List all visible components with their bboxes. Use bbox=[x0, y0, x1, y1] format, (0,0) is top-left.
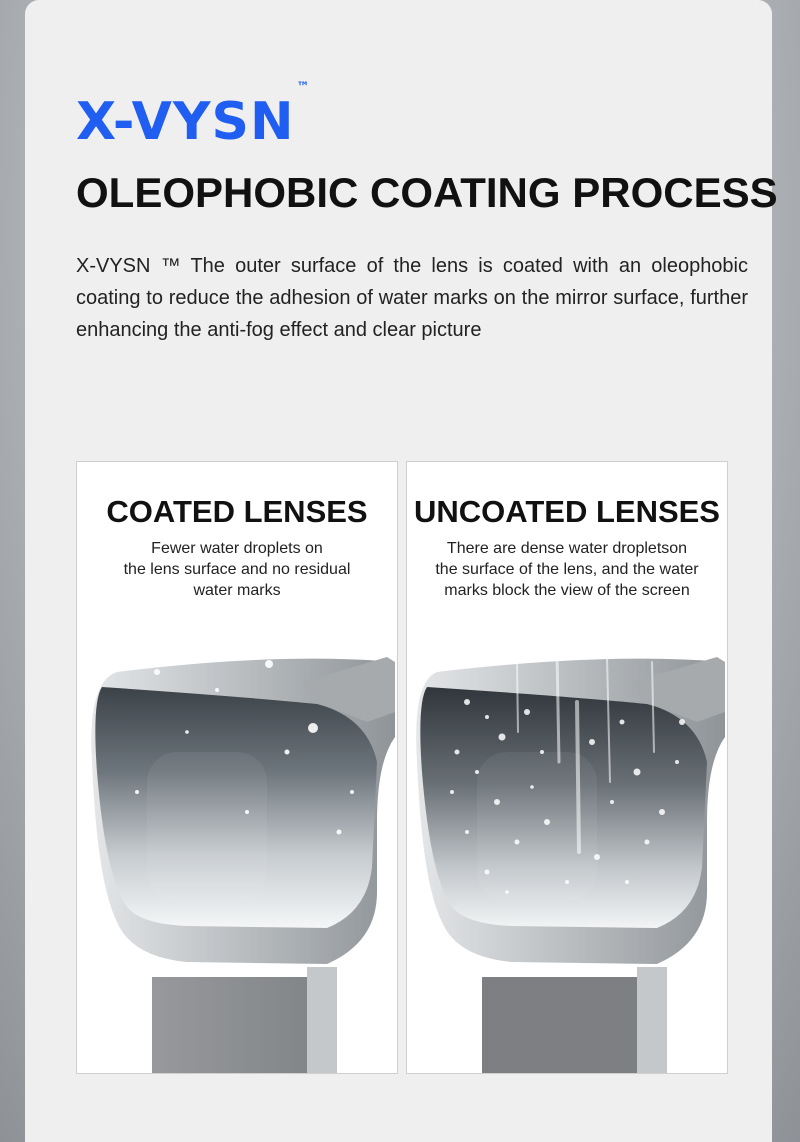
uncoated-goggle-lens-image bbox=[407, 642, 727, 1073]
coated-desc-line: water marks bbox=[193, 582, 281, 599]
coated-desc-line: the lens surface and no residual bbox=[123, 561, 351, 578]
uncoated-panel-title: UNCOATED LENSES bbox=[413, 494, 720, 529]
coated-desc-line: Fewer water droplets on bbox=[151, 540, 323, 557]
coated-panel-description bbox=[97, 538, 377, 601]
brand-name: X-VYSN bbox=[76, 92, 295, 152]
uncoated-panel-description bbox=[427, 538, 707, 601]
page-title: OLEOPHOBIC COATING PROCESS bbox=[76, 169, 778, 216]
coated-lenses-panel bbox=[76, 461, 398, 1074]
description-text: X-VYSN ™ The outer surface of the lens is coated with an oleophobic coating to reduce the adhesion of water marks on the mirror surface, further enhancing the anti-fog effect and clear picture bbox=[76, 255, 748, 341]
trademark-symbol: ™ bbox=[296, 79, 311, 95]
brand-logo bbox=[76, 79, 311, 152]
uncoated-desc-line: the surface of the lens, and the water bbox=[435, 561, 699, 578]
uncoated-desc-line: marks block the view of the screen bbox=[444, 582, 690, 599]
coated-goggle-lens-image bbox=[77, 642, 397, 1073]
uncoated-lenses-panel bbox=[406, 461, 728, 1074]
coated-panel-title: COATED LENSES bbox=[106, 494, 368, 529]
uncoated-desc-line: There are dense water dropletson bbox=[446, 540, 688, 557]
